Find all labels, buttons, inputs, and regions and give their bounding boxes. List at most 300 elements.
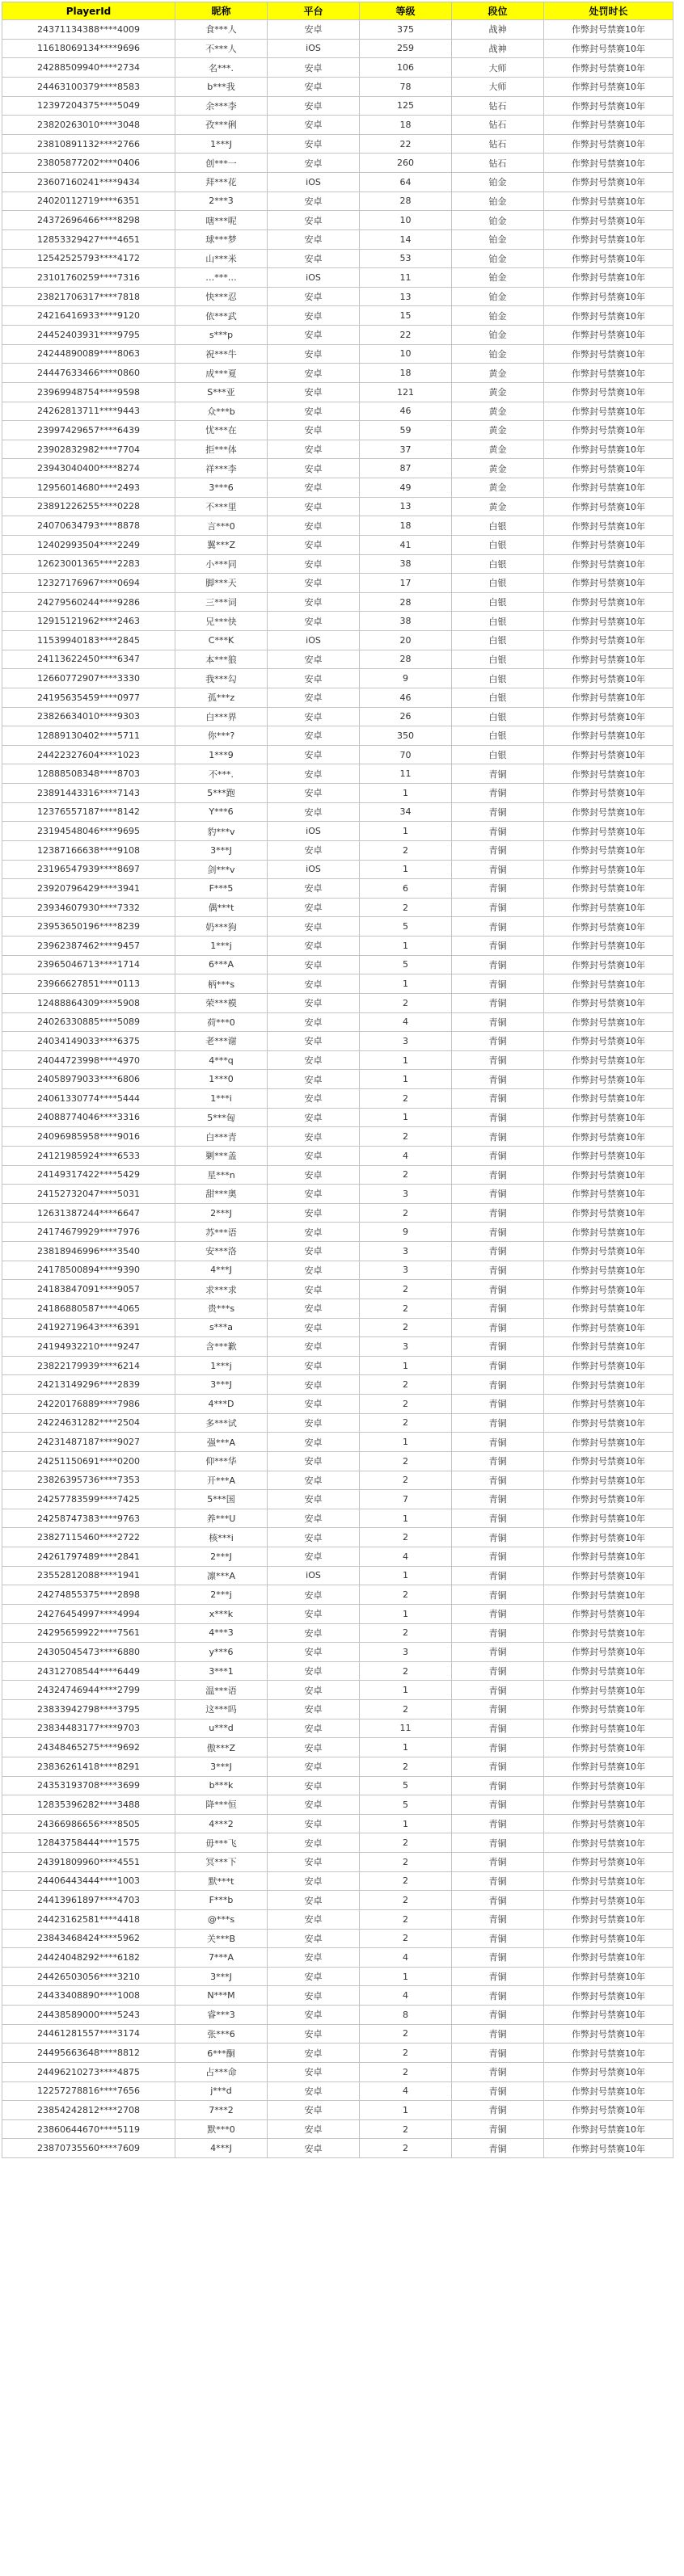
table-row <box>2 1528 673 1547</box>
cell-level: 1 <box>360 2101 452 2120</box>
cell-rank: 青铜 <box>452 2024 544 2044</box>
cell-penalty: 作弊封号禁赛10年 <box>544 1738 673 1757</box>
cell-platform: 安卓 <box>268 879 360 899</box>
cell-level: 1 <box>360 1108 452 1127</box>
cell-rank: 青铜 <box>452 1967 544 1986</box>
cell-nickname: 食***人 <box>175 20 268 40</box>
cell-nickname: 6***酮 <box>175 2044 268 2063</box>
cell-platform: 安卓 <box>268 58 360 78</box>
cell-rank: 青铜 <box>452 1070 544 1089</box>
cell-nickname: 2***3 <box>175 192 268 211</box>
cell-nickname: 本***狼 <box>175 650 268 669</box>
cell-platform: 安卓 <box>268 96 360 116</box>
cell-penalty: 作弊封号禁赛10年 <box>544 326 673 345</box>
cell-penalty: 作弊封号禁赛10年 <box>544 1853 673 1872</box>
table-row <box>2 1643 673 1662</box>
header-player-id: PlayerId <box>2 2 175 20</box>
cell-player-id: 12956014680****2493 <box>2 478 175 498</box>
cell-platform: 安卓 <box>268 287 360 306</box>
cell-rank: 青铜 <box>452 1012 544 1032</box>
cell-platform: 安卓 <box>268 1814 360 1833</box>
cell-nickname: 豹***v <box>175 822 268 841</box>
cell-rank: 青铜 <box>452 1242 544 1261</box>
table-row <box>2 1929 673 1948</box>
cell-player-id: 23822179939****6214 <box>2 1356 175 1375</box>
cell-rank: 青铜 <box>452 860 544 879</box>
table-row <box>2 2101 673 2120</box>
cell-rank: 青铜 <box>452 1509 544 1528</box>
cell-penalty: 作弊封号禁赛10年 <box>544 879 673 899</box>
cell-penalty: 作弊封号禁赛10年 <box>544 77 673 96</box>
cell-player-id: 24192719643****6391 <box>2 1318 175 1337</box>
cell-rank: 黄金 <box>452 382 544 402</box>
cell-platform: 安卓 <box>268 382 360 402</box>
cell-penalty: 作弊封号禁赛10年 <box>544 2062 673 2081</box>
cell-rank: 青铜 <box>452 1146 544 1165</box>
cell-platform: 安卓 <box>268 497 360 516</box>
cell-penalty: 作弊封号禁赛10年 <box>544 2101 673 2120</box>
cell-level: 11 <box>360 764 452 784</box>
cell-level: 2 <box>360 1623 452 1643</box>
cell-level: 78 <box>360 77 452 96</box>
cell-level: 2 <box>360 2139 452 2158</box>
cell-nickname: 降***恒 <box>175 1795 268 1815</box>
cell-platform: 安卓 <box>268 1089 360 1109</box>
cell-rank: 青铜 <box>452 1776 544 1795</box>
cell-rank: 青铜 <box>452 1395 544 1414</box>
table-row <box>2 326 673 345</box>
cell-penalty: 作弊封号禁赛10年 <box>544 1604 673 1623</box>
table-row <box>2 1986 673 2006</box>
cell-platform: 安卓 <box>268 459 360 478</box>
cell-level: 1 <box>360 784 452 803</box>
cell-penalty: 作弊封号禁赛10年 <box>544 764 673 784</box>
cell-penalty: 作弊封号禁赛10年 <box>544 440 673 459</box>
cell-rank: 钻石 <box>452 154 544 173</box>
cell-player-id: 23902832982****7704 <box>2 440 175 459</box>
cell-rank: 白银 <box>452 631 544 650</box>
cell-rank: 青铜 <box>452 1280 544 1299</box>
cell-nickname: 兄***快 <box>175 612 268 631</box>
cell-level: 5 <box>360 955 452 974</box>
cell-rank: 青铜 <box>452 917 544 937</box>
cell-rank: 青铜 <box>452 2101 544 2120</box>
cell-level: 17 <box>360 574 452 593</box>
table-row <box>2 211 673 230</box>
cell-rank: 青铜 <box>452 2006 544 2025</box>
cell-platform: 安卓 <box>268 1967 360 1986</box>
cell-platform: 安卓 <box>268 1127 360 1147</box>
cell-level: 2 <box>360 898 452 917</box>
cell-nickname: 1***9 <box>175 745 268 764</box>
cell-nickname: 拜***花 <box>175 173 268 192</box>
cell-platform: 安卓 <box>268 1413 360 1433</box>
cell-level: 2 <box>360 1891 452 1910</box>
cell-nickname: 凛***A <box>175 1566 268 1585</box>
table-row <box>2 2062 673 2081</box>
cell-platform: 安卓 <box>268 116 360 135</box>
table-row <box>2 1871 673 1891</box>
cell-rank: 青铜 <box>452 2062 544 2081</box>
table-row <box>2 229 673 249</box>
cell-player-id: 23805877202****0406 <box>2 154 175 173</box>
cell-penalty: 作弊封号禁赛10年 <box>544 840 673 860</box>
cell-platform: 安卓 <box>268 1318 360 1337</box>
cell-level: 2 <box>360 1413 452 1433</box>
cell-player-id: 23860644670****5119 <box>2 2119 175 2139</box>
cell-nickname: 柄***s <box>175 974 268 994</box>
header-platform: 平台 <box>268 2 360 20</box>
cell-platform: 安卓 <box>268 784 360 803</box>
cell-level: 3 <box>360 1185 452 1204</box>
cell-penalty: 作弊封号禁赛10年 <box>544 574 673 593</box>
cell-nickname: C***K <box>175 631 268 650</box>
cell-rank: 铂金 <box>452 173 544 192</box>
cell-platform: 安卓 <box>268 1661 360 1681</box>
cell-nickname: s***p <box>175 326 268 345</box>
cell-player-id: 24174679929****7976 <box>2 1223 175 1242</box>
table-row <box>2 287 673 306</box>
cell-rank: 钻石 <box>452 96 544 116</box>
cell-penalty: 作弊封号禁赛10年 <box>544 554 673 574</box>
cell-platform: 安卓 <box>268 440 360 459</box>
cell-level: 1 <box>360 1433 452 1452</box>
cell-player-id: 24113622450****6347 <box>2 650 175 669</box>
cell-nickname: 依***武 <box>175 306 268 326</box>
cell-level: 1 <box>360 1604 452 1623</box>
cell-platform: 安卓 <box>268 1585 360 1605</box>
cell-rank: 青铜 <box>452 1604 544 1623</box>
cell-platform: 安卓 <box>268 1337 360 1357</box>
cell-level: 2 <box>360 2062 452 2081</box>
cell-level: 2 <box>360 1585 452 1605</box>
cell-platform: 安卓 <box>268 535 360 554</box>
cell-nickname: j***d <box>175 2081 268 2101</box>
cell-level: 87 <box>360 459 452 478</box>
cell-platform: 安卓 <box>268 592 360 612</box>
cell-player-id: 23854242812****2708 <box>2 2101 175 2120</box>
cell-level: 1 <box>360 1356 452 1375</box>
cell-player-id: 23101760259****7316 <box>2 268 175 288</box>
cell-penalty: 作弊封号禁赛10年 <box>544 1223 673 1242</box>
cell-penalty: 作弊封号禁赛10年 <box>544 20 673 40</box>
cell-level: 28 <box>360 592 452 612</box>
cell-penalty: 作弊封号禁赛10年 <box>544 1547 673 1567</box>
cell-player-id: 24224631282****2504 <box>2 1413 175 1433</box>
cell-nickname: 三***词 <box>175 592 268 612</box>
cell-player-id: 23943040400****8274 <box>2 459 175 478</box>
cell-penalty: 作弊封号禁赛10年 <box>544 535 673 554</box>
header-penalty: 处罚时长 <box>544 2 673 20</box>
cell-platform: 安卓 <box>268 1623 360 1643</box>
cell-rank: 青铜 <box>452 993 544 1012</box>
cell-rank: 青铜 <box>452 1738 544 1757</box>
cell-rank: 青铜 <box>452 1165 544 1185</box>
table-row <box>2 154 673 173</box>
cell-level: 1 <box>360 1814 452 1833</box>
cell-level: 4 <box>360 1146 452 1165</box>
cell-rank: 黄金 <box>452 478 544 498</box>
table-row <box>2 1032 673 1051</box>
cell-player-id: 24149317422****5429 <box>2 1165 175 1185</box>
cell-nickname: S***亚 <box>175 382 268 402</box>
cell-platform: 安卓 <box>268 1012 360 1032</box>
cell-platform: 安卓 <box>268 1776 360 1795</box>
cell-rank: 黄金 <box>452 440 544 459</box>
cell-nickname: Y***6 <box>175 802 268 822</box>
table-row <box>2 1623 673 1643</box>
cell-player-id: 23196547939****8697 <box>2 860 175 879</box>
cell-level: 53 <box>360 249 452 268</box>
cell-nickname: F***5 <box>175 879 268 899</box>
cell-level: 28 <box>360 650 452 669</box>
cell-penalty: 作弊封号禁赛10年 <box>544 2119 673 2139</box>
cell-player-id: 24257783599****7425 <box>2 1490 175 1509</box>
cell-nickname: 4***D <box>175 1395 268 1414</box>
cell-platform: 安卓 <box>268 993 360 1012</box>
table-row <box>2 1223 673 1242</box>
cell-player-id: 24194932210****9247 <box>2 1337 175 1357</box>
cell-nickname: 5***匈 <box>175 1108 268 1127</box>
cell-nickname: 3***J <box>175 1967 268 1986</box>
cell-platform: 安卓 <box>268 1509 360 1528</box>
cell-platform: 安卓 <box>268 1299 360 1318</box>
cell-platform: iOS <box>268 39 360 58</box>
cell-nickname: @***s <box>175 1909 268 1929</box>
table-row <box>2 96 673 116</box>
cell-player-id: 12397204375****5049 <box>2 96 175 116</box>
cell-platform: 安卓 <box>268 1471 360 1490</box>
table-row <box>2 1185 673 1204</box>
cell-player-id: 24251150691****0200 <box>2 1451 175 1471</box>
cell-platform: iOS <box>268 1566 360 1585</box>
cell-nickname: 多***试 <box>175 1413 268 1433</box>
cell-nickname: 2***J <box>175 1203 268 1223</box>
table-row <box>2 364 673 383</box>
cell-rank: 青铜 <box>452 1433 544 1452</box>
cell-level: 37 <box>360 440 452 459</box>
table-row <box>2 1089 673 1109</box>
cell-player-id: 24423162581****4418 <box>2 1909 175 1929</box>
cell-platform: 安卓 <box>268 2119 360 2139</box>
cell-nickname: 4***3 <box>175 1623 268 1643</box>
cell-nickname: 3***J <box>175 1375 268 1395</box>
cell-nickname: 7***2 <box>175 2101 268 2120</box>
cell-platform: 安卓 <box>268 1833 360 1853</box>
cell-player-id: 23834483177****9703 <box>2 1719 175 1738</box>
cell-level: 121 <box>360 382 452 402</box>
cell-penalty: 作弊封号禁赛10年 <box>544 229 673 249</box>
table-row <box>2 2139 673 2158</box>
cell-platform: 安卓 <box>268 1185 360 1204</box>
table-row <box>2 134 673 154</box>
cell-level: 2 <box>360 1395 452 1414</box>
cell-rank: 青铜 <box>452 1757 544 1776</box>
cell-nickname: 4***J <box>175 1261 268 1280</box>
cell-rank: 青铜 <box>452 1814 544 1833</box>
cell-rank: 青铜 <box>452 1566 544 1585</box>
cell-level: 10 <box>360 211 452 230</box>
cell-nickname: 4***J <box>175 2139 268 2158</box>
cell-penalty: 作弊封号禁赛10年 <box>544 1299 673 1318</box>
cell-penalty: 作弊封号禁赛10年 <box>544 1814 673 1833</box>
cell-platform: 安卓 <box>268 344 360 364</box>
cell-level: 2 <box>360 1089 452 1109</box>
cell-player-id: 24195635459****0977 <box>2 688 175 707</box>
cell-rank: 青铜 <box>452 1661 544 1681</box>
cell-player-id: 24348465275****9692 <box>2 1738 175 1757</box>
cell-rank: 青铜 <box>452 1909 544 1929</box>
cell-player-id: 24026330885****5089 <box>2 1012 175 1032</box>
cell-penalty: 作弊封号禁赛10年 <box>544 955 673 974</box>
table-row <box>2 1814 673 1833</box>
cell-rank: 铂金 <box>452 287 544 306</box>
cell-player-id: 23818946996****3540 <box>2 1242 175 1261</box>
cell-platform: 安卓 <box>268 2006 360 2025</box>
table-row <box>2 917 673 937</box>
cell-penalty: 作弊封号禁赛10年 <box>544 134 673 154</box>
cell-rank: 青铜 <box>452 2119 544 2139</box>
cell-level: 2 <box>360 993 452 1012</box>
cell-rank: 铂金 <box>452 211 544 230</box>
table-row <box>2 58 673 78</box>
cell-rank: 白银 <box>452 574 544 593</box>
table-row <box>2 478 673 498</box>
cell-platform: 安卓 <box>268 154 360 173</box>
table-row <box>2 77 673 96</box>
cell-penalty: 作弊封号禁赛10年 <box>544 688 673 707</box>
cell-level: 4 <box>360 1986 452 2006</box>
cell-player-id: 24424048292****6182 <box>2 1948 175 1968</box>
cell-penalty: 作弊封号禁赛10年 <box>544 1833 673 1853</box>
cell-nickname: 核***i <box>175 1528 268 1547</box>
cell-penalty: 作弊封号禁赛10年 <box>544 1108 673 1127</box>
cell-nickname: 强***A <box>175 1433 268 1452</box>
cell-rank: 青铜 <box>452 974 544 994</box>
cell-player-id: 23969948754****9598 <box>2 382 175 402</box>
cell-level: 350 <box>360 726 452 746</box>
cell-penalty: 作弊封号禁赛10年 <box>544 1032 673 1051</box>
cell-penalty: 作弊封号禁赛10年 <box>544 1776 673 1795</box>
cell-nickname: 关***B <box>175 1929 268 1948</box>
cell-nickname: 2***J <box>175 1547 268 1567</box>
table-row <box>2 955 673 974</box>
cell-rank: 青铜 <box>452 1050 544 1070</box>
table-row <box>2 1853 673 1872</box>
cell-penalty: 作弊封号禁赛10年 <box>544 1929 673 1948</box>
cell-platform: iOS <box>268 631 360 650</box>
cell-platform: 安卓 <box>268 1738 360 1757</box>
cell-level: 2 <box>360 1127 452 1147</box>
cell-nickname: 奶***狗 <box>175 917 268 937</box>
table-row <box>2 2024 673 2044</box>
cell-player-id: 12623001365****2283 <box>2 554 175 574</box>
cell-player-id: 12835396282****3488 <box>2 1795 175 1815</box>
cell-platform: 安卓 <box>268 1490 360 1509</box>
cell-nickname: 孜***俐 <box>175 116 268 135</box>
cell-penalty: 作弊封号禁赛10年 <box>544 364 673 383</box>
cell-level: 259 <box>360 39 452 58</box>
cell-penalty: 作弊封号禁赛10年 <box>544 592 673 612</box>
cell-level: 10 <box>360 344 452 364</box>
cell-penalty: 作弊封号禁赛10年 <box>544 1050 673 1070</box>
cell-rank: 黄金 <box>452 459 544 478</box>
cell-rank: 青铜 <box>452 1623 544 1643</box>
cell-penalty: 作弊封号禁赛10年 <box>544 1681 673 1700</box>
cell-penalty: 作弊封号禁赛10年 <box>544 1433 673 1452</box>
table-row <box>2 1146 673 1165</box>
cell-player-id: 23826634010****9303 <box>2 707 175 726</box>
cell-penalty: 作弊封号禁赛10年 <box>544 2139 673 2158</box>
table-row <box>2 1165 673 1185</box>
cell-level: 2 <box>360 1165 452 1185</box>
cell-penalty: 作弊封号禁赛10年 <box>544 1661 673 1681</box>
cell-player-id: 24096985958****9016 <box>2 1127 175 1147</box>
cell-player-id: 23934607930****7332 <box>2 898 175 917</box>
cell-rank: 白银 <box>452 745 544 764</box>
cell-level: 2 <box>360 2119 452 2139</box>
cell-level: 18 <box>360 364 452 383</box>
cell-player-id: 23607160241****9434 <box>2 173 175 192</box>
cell-platform: 安卓 <box>268 516 360 536</box>
cell-nickname: 嗐***呢 <box>175 211 268 230</box>
cell-rank: 青铜 <box>452 1108 544 1127</box>
cell-penalty: 作弊封号禁赛10年 <box>544 58 673 78</box>
cell-platform: 安卓 <box>268 77 360 96</box>
cell-player-id: 23962387462****9457 <box>2 937 175 956</box>
cell-penalty: 作弊封号禁赛10年 <box>544 1986 673 2006</box>
cell-level: 1 <box>360 1738 452 1757</box>
table-row <box>2 1547 673 1567</box>
cell-platform: 安卓 <box>268 2044 360 2063</box>
cell-penalty: 作弊封号禁赛10年 <box>544 1948 673 1968</box>
cell-player-id: 24324746944****2799 <box>2 1681 175 1700</box>
cell-rank: 青铜 <box>452 1853 544 1872</box>
cell-level: 26 <box>360 707 452 726</box>
table-row <box>2 1719 673 1738</box>
cell-platform: 安卓 <box>268 898 360 917</box>
table-row <box>2 1375 673 1395</box>
cell-platform: 安卓 <box>268 1547 360 1567</box>
cell-rank: 青铜 <box>452 1681 544 1700</box>
cell-rank: 青铜 <box>452 1948 544 1968</box>
cell-nickname: 默***t <box>175 1871 268 1891</box>
cell-level: 1 <box>360 1509 452 1528</box>
cell-nickname: 安***洛 <box>175 1242 268 1261</box>
cell-player-id: 24276454997****4994 <box>2 1604 175 1623</box>
cell-rank: 白银 <box>452 516 544 536</box>
cell-player-id: 24044723998****4970 <box>2 1050 175 1070</box>
cell-player-id: 24413961897****4703 <box>2 1891 175 1910</box>
cell-nickname: 3***J <box>175 1757 268 1776</box>
cell-platform: 安卓 <box>268 478 360 498</box>
cell-rank: 青铜 <box>452 879 544 899</box>
cell-level: 2 <box>360 1375 452 1395</box>
cell-penalty: 作弊封号禁赛10年 <box>544 707 673 726</box>
cell-penalty: 作弊封号禁赛10年 <box>544 1490 673 1509</box>
cell-nickname: 山***米 <box>175 249 268 268</box>
cell-rank: 白银 <box>452 592 544 612</box>
table-row <box>2 2081 673 2101</box>
table-row <box>2 1471 673 1490</box>
cell-rank: 青铜 <box>452 1528 544 1547</box>
cell-rank: 铂金 <box>452 192 544 211</box>
cell-penalty: 作弊封号禁赛10年 <box>544 1871 673 1891</box>
cell-penalty: 作弊封号禁赛10年 <box>544 1585 673 1605</box>
cell-level: 2 <box>360 2024 452 2044</box>
cell-player-id: 11618069134****9696 <box>2 39 175 58</box>
cell-player-id: 12402993504****2249 <box>2 535 175 554</box>
